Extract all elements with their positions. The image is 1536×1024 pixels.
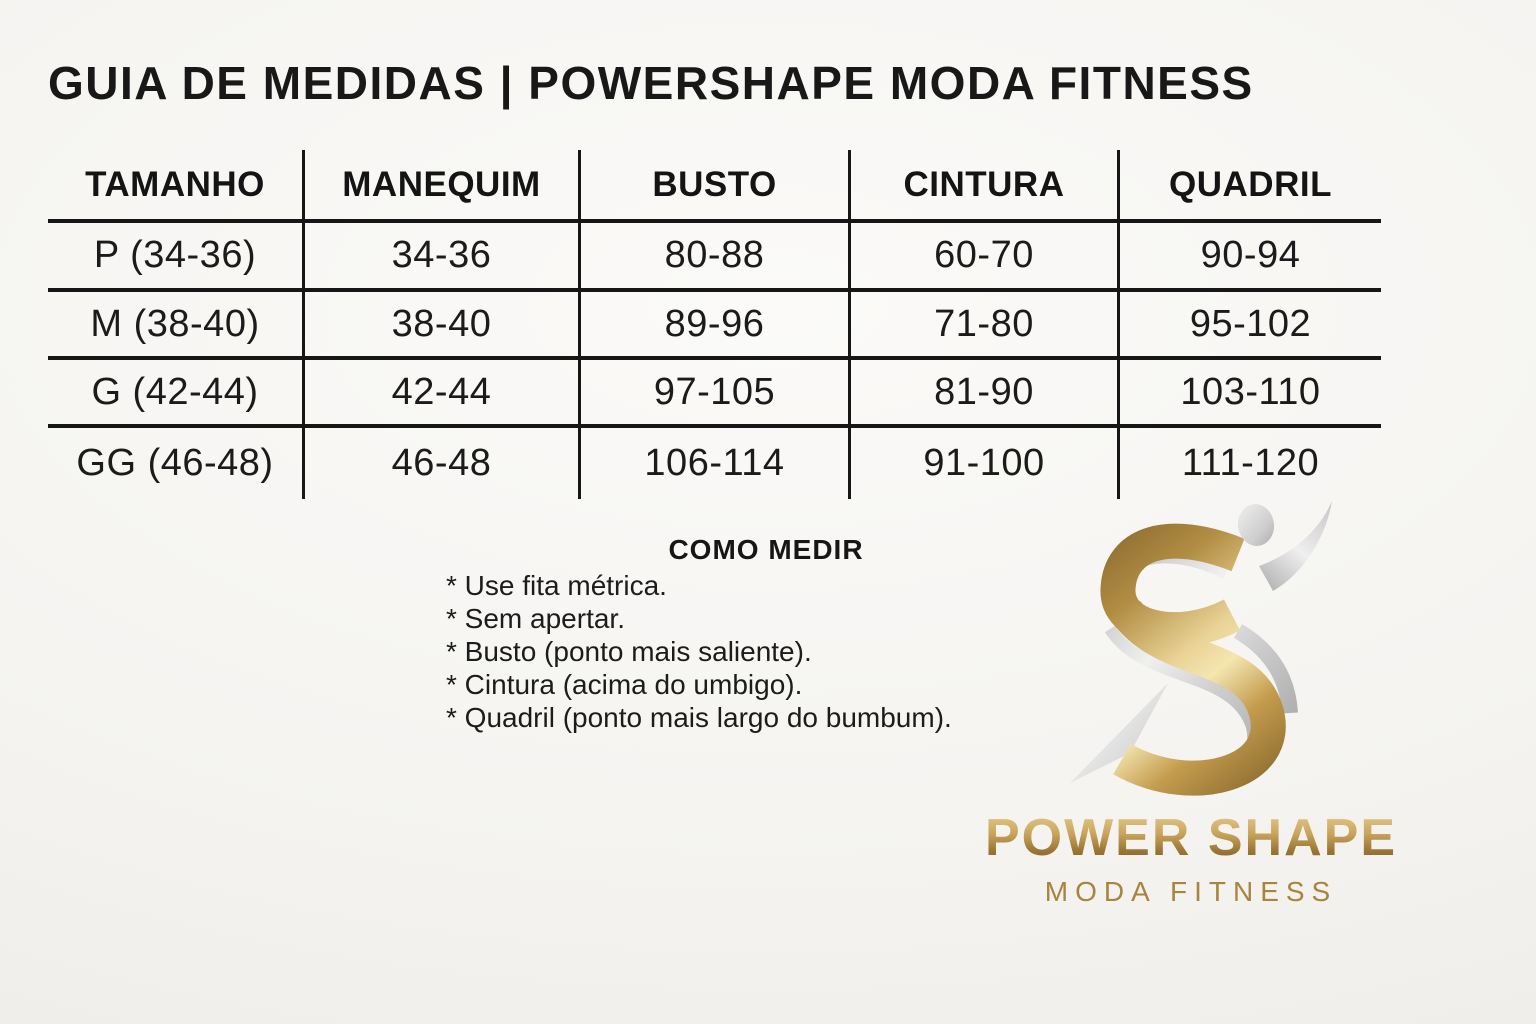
column-header-manequim: MANEQUIM: [305, 150, 581, 223]
measure-instruction: * Use fita métrica.: [446, 570, 667, 601]
measure-instruction: * Busto (ponto mais saliente).: [446, 636, 812, 667]
brand-tagline: MODA FITNESS: [1044, 876, 1338, 907]
page-title: GUIA DE MEDIDAS | POWERSHAPE MODA FITNESS: [48, 57, 1254, 109]
table-cell: 42-44: [305, 360, 581, 428]
table-cell: 111-120: [1181, 442, 1320, 484]
table-cell: M (38-40): [48, 292, 305, 360]
table-cell: 38-40: [305, 292, 581, 360]
table-cell: 80-88: [581, 223, 851, 292]
size-table: [48, 150, 1381, 499]
table-cell: 46-48: [305, 428, 581, 499]
measure-instruction: * Quadril (ponto mais largo do bumbum).: [446, 702, 952, 733]
brand-name: POWER SHAPE: [984, 809, 1398, 867]
table-cell: 71-80: [851, 292, 1120, 360]
powershape-s-runner-icon: [1040, 485, 1370, 815]
table-cell: 106-114: [581, 428, 851, 499]
column-header-busto: BUSTO: [581, 150, 851, 223]
table-cell: 89-96: [581, 292, 851, 360]
brand-wordmark: [964, 805, 1419, 917]
table-cell: 97-105: [581, 360, 851, 428]
column-header-quadril: QUADRIL: [1120, 150, 1381, 223]
column-header-cintura: CINTURA: [851, 150, 1120, 223]
column-header-tamanho: TAMANHO: [48, 150, 305, 223]
table-cell: P (34-36): [48, 223, 305, 292]
table-cell: 103-110: [1120, 360, 1381, 428]
table-cell: 60-70: [851, 223, 1120, 292]
measure-instruction: * Sem apertar.: [446, 603, 625, 634]
table-cell: 34-36: [305, 223, 581, 292]
table-cell: 90-94: [1120, 223, 1381, 292]
table-cell: GG (46-48): [48, 428, 305, 499]
table-cell: 91-100: [851, 428, 1120, 499]
table-cell: 95-102: [1120, 292, 1381, 360]
how-to-measure-list: [446, 569, 952, 734]
how-to-measure-title: COMO MEDIR: [668, 534, 864, 565]
table-cell: G (42-44): [48, 360, 305, 428]
table-cell: 81-90: [851, 360, 1120, 428]
measure-instruction: * Cintura (acima do umbigo).: [446, 669, 803, 700]
